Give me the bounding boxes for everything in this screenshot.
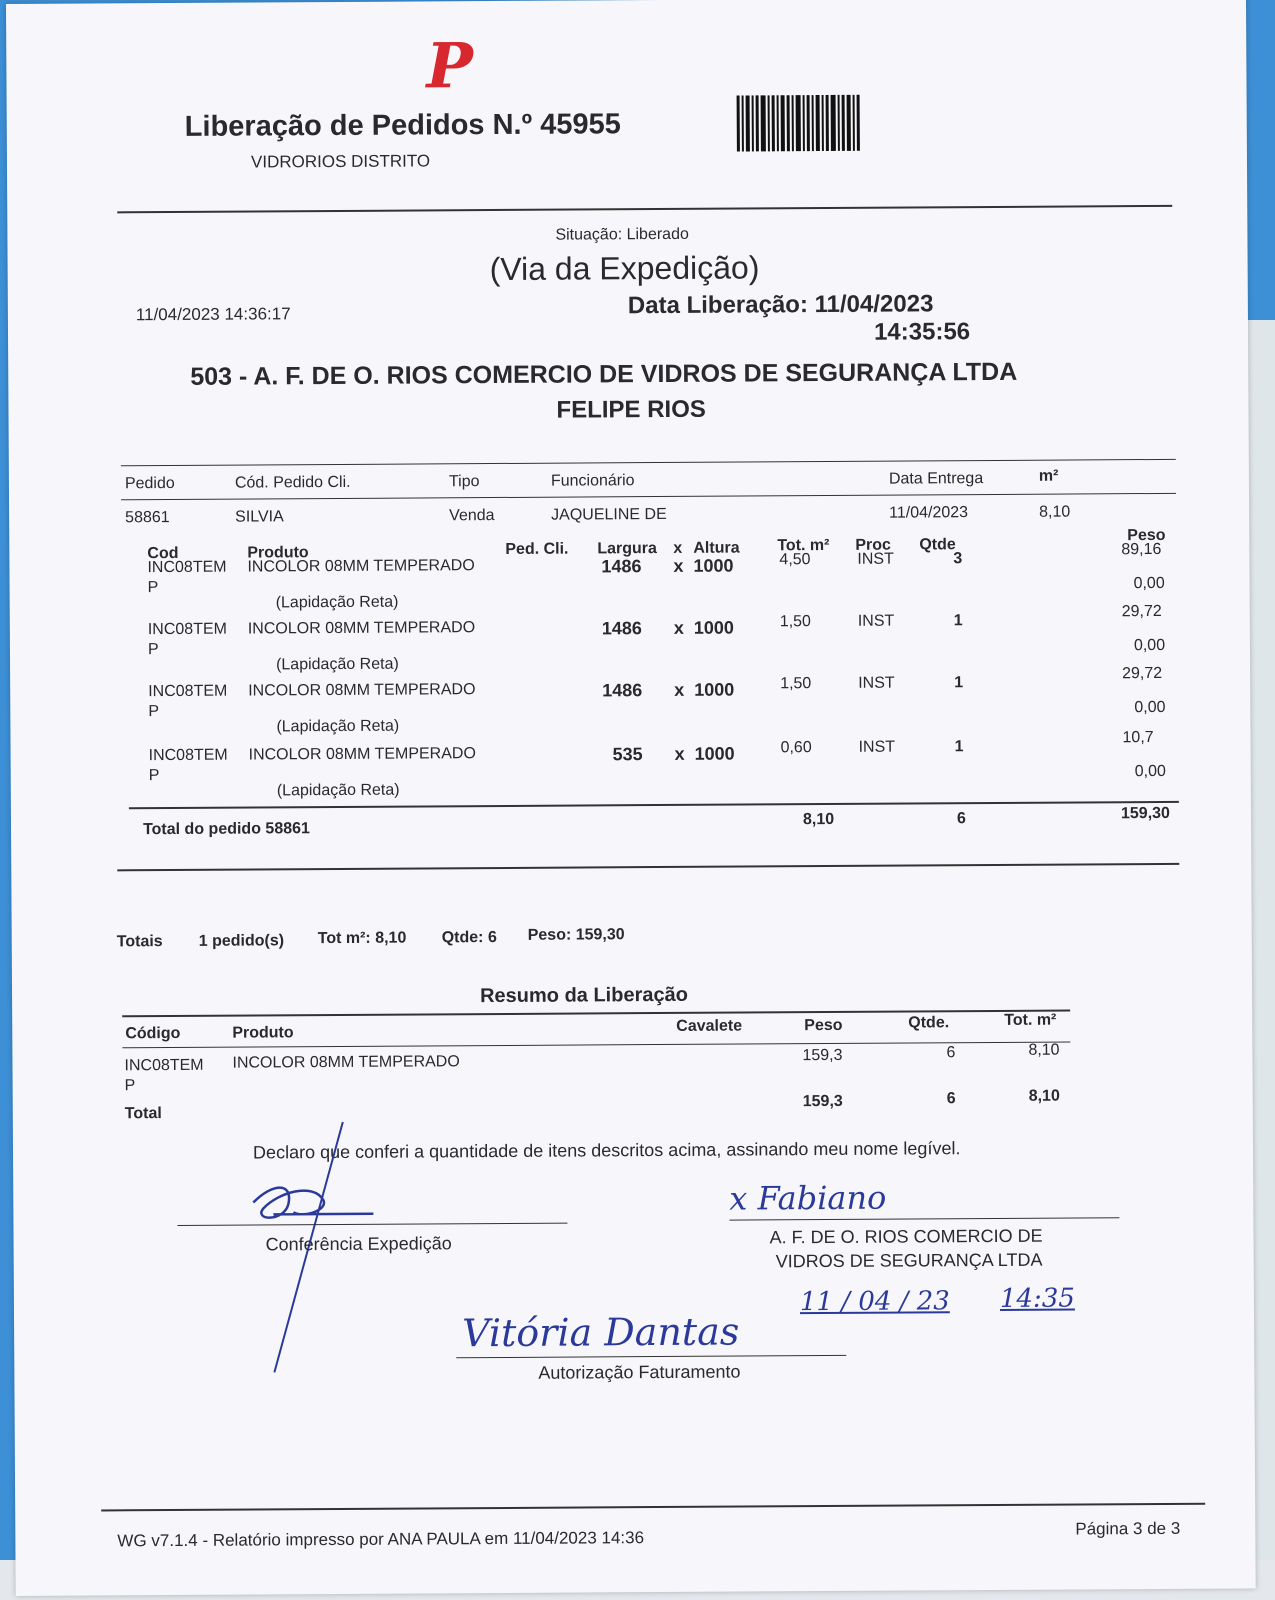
client-contact: FELIPE RIOS [556, 395, 706, 424]
resumo-col-tot-m2: Tot. m² [1004, 1011, 1057, 1029]
company-line2: VIDROS DE SEGURANÇA LTDA [775, 1249, 1043, 1272]
item-qtde: 1 [953, 612, 963, 630]
company-line1: A. F. DE O. RIOS COMERCIO DE [769, 1225, 1043, 1248]
value-cod-pedido-cli: SILVIA [235, 508, 284, 526]
divider-top [117, 205, 1172, 213]
handwritten-date: 11 / 04 / 23 [799, 1286, 950, 1318]
handwritten-p-mark: P [426, 29, 474, 103]
totais-label: Totais [116, 933, 163, 951]
order-total-peso: 159,30 [1120, 804, 1170, 823]
item-altura: 1000 [694, 743, 735, 764]
col-peso: Peso [1127, 526, 1166, 545]
item-proc: INST [857, 550, 894, 568]
item-peso: 10,7 [1122, 729, 1154, 747]
totais-tot-m2: Tot m²: 8,10 [317, 929, 407, 948]
document-title: Liberação de Pedidos N.º 45955 [184, 108, 621, 143]
item-cod2: P [148, 767, 160, 785]
item-largura: 535 [612, 744, 643, 765]
order-total-label: Total do pedido 58861 [142, 820, 310, 839]
item-cod1: INC08TEM [148, 682, 228, 701]
data-liberacao: Data Liberação: 11/04/2023 [627, 290, 934, 320]
resumo-total-label: Total [124, 1105, 162, 1123]
label-data-entrega: Data Entrega [888, 470, 984, 488]
barcode-bar [761, 95, 766, 151]
barcode-bar [807, 95, 810, 151]
barcode-bar [777, 95, 779, 151]
item-cod2: P [148, 703, 160, 721]
resumo-row-tot-m2: 8,10 [1028, 1041, 1060, 1059]
item-peso-detalhe: 0,00 [1133, 574, 1165, 593]
resumo-col-codigo: Código [125, 1024, 181, 1043]
barcode-bar [847, 95, 851, 151]
item-proc: INST [858, 738, 896, 756]
label-tipo: Tipo [448, 473, 480, 491]
label-m2: m² [1038, 467, 1059, 485]
line-company [729, 1217, 1119, 1220]
item-x: x [674, 679, 685, 700]
barcode-bar [781, 95, 785, 151]
item-produto: INCOLOR 08MM TEMPERADO [248, 745, 476, 764]
item-cod1: INC08TEM [147, 620, 227, 639]
divider-footer [101, 1503, 1205, 1512]
resumo-total-peso: 159,3 [802, 1092, 843, 1111]
resumo-col-peso: Peso [804, 1016, 843, 1035]
signature-company-name: x Fabiano [729, 1178, 887, 1218]
signature-autorizacao: Vitória Dantas [461, 1309, 740, 1356]
divider-after-total [117, 863, 1179, 871]
order-total-qtde: 6 [956, 810, 966, 828]
item-produto: INCOLOR 08MM TEMPERADO [247, 557, 475, 576]
item-cod1: INC08TEM [148, 746, 228, 765]
barcode-bar [831, 95, 836, 151]
label-autorizacao: Autorização Faturamento [538, 1361, 741, 1383]
item-proc: INST [858, 674, 895, 692]
item-x: x [673, 617, 684, 638]
item-tot-m2: 1,50 [780, 675, 812, 693]
col-x: x [673, 539, 683, 557]
resumo-row-qtde: 6 [946, 1044, 956, 1062]
item-x: x [673, 555, 684, 576]
col-produto: Produto [247, 544, 309, 562]
value-m2: 8,10 [1039, 503, 1071, 521]
col-altura: Altura [693, 539, 740, 557]
resumo-col-cavalete: Cavalete [676, 1017, 743, 1035]
barcode-bar [853, 95, 855, 151]
barcode-bar [826, 95, 829, 151]
col-proc: Proc [855, 536, 891, 554]
item-altura: 1000 [694, 679, 735, 700]
handwritten-time: 14:35 [999, 1283, 1075, 1314]
declaration-text: Declaro que conferi a quantidade de itens descritos acima, assinando meu nome legível. [252, 1138, 961, 1163]
item-cod2: P [147, 579, 159, 597]
document-subtitle: VIDRORIOS DISTRITO [250, 151, 431, 172]
col-tot-m2: Tot. m² [777, 536, 830, 555]
resumo-col-produto: Produto [232, 1024, 294, 1042]
item-detalhe: (Lapidação Reta) [276, 717, 400, 736]
barcode-bar [812, 95, 814, 151]
resumo-row-cod1: INC08TEM [124, 1056, 204, 1075]
divider-order-total [129, 801, 1179, 809]
label-conferencia: Conferência Expedição [265, 1233, 452, 1255]
line-autorizacao [456, 1355, 846, 1358]
divider-order-top [121, 459, 1176, 466]
item-altura: 1000 [693, 555, 734, 576]
totais-pedidos: 1 pedido(s) [198, 932, 285, 950]
label-cod-pedido-cli: Cód. Pedido Cli. [234, 473, 351, 492]
item-largura: 1486 [602, 680, 643, 701]
totais-qtde: Qtde: 6 [441, 929, 497, 947]
item-peso: 89,16 [1121, 540, 1162, 559]
item-peso-detalhe: 0,00 [1134, 698, 1166, 717]
item-detalhe: (Lapidação Reta) [275, 655, 399, 674]
item-cod2: P [147, 641, 159, 659]
item-cod1: INC08TEM [147, 558, 227, 577]
col-ped-cli: Ped. Cli. [505, 540, 569, 558]
item-produto: INCOLOR 08MM TEMPERADO [247, 619, 476, 638]
item-largura: 1486 [601, 618, 642, 639]
item-peso: 29,72 [1121, 602, 1162, 621]
barcode-bar [746, 95, 750, 151]
item-peso-detalhe: 0,00 [1133, 636, 1166, 655]
item-detalhe: (Lapidação Reta) [275, 593, 399, 612]
divider-order-header [121, 493, 1176, 500]
barcode-bar [803, 95, 805, 151]
value-data-entrega: 11/04/2023 [889, 504, 969, 522]
barcode-bar [737, 96, 740, 152]
resumo-row-peso: 159,3 [802, 1046, 843, 1065]
resumo-row-produto: INCOLOR 08MM TEMPERADO [232, 1053, 460, 1072]
footer-left: WG v7.1.4 - Relatório impresso por ANA PAULA em 11/04/2023 14:36 [117, 1528, 645, 1551]
label-funcionario: Funcionário [550, 472, 635, 490]
item-produto: INCOLOR 08MM TEMPERADO [248, 681, 476, 700]
barcode-bar [857, 95, 860, 151]
value-funcionario: JAQUELINE DE [551, 505, 667, 524]
document-page [6, 0, 1256, 1596]
order-total-m2: 8,10 [802, 810, 835, 829]
item-proc: INST [857, 612, 895, 630]
item-largura: 1486 [601, 556, 642, 577]
barcode-bar [822, 95, 824, 151]
col-qtde: Qtde [919, 536, 956, 554]
resumo-row-cod2: P [124, 1077, 136, 1095]
barcode-bar [787, 95, 790, 151]
label-pedido: Pedido [124, 474, 175, 493]
barcode-bar [842, 95, 845, 151]
data-liberacao-time: 14:35:56 [873, 318, 971, 346]
value-pedido: 58861 [125, 509, 170, 527]
resumo-col-qtde: Qtde. [908, 1014, 950, 1032]
item-x: x [674, 743, 685, 764]
item-qtde: 1 [954, 674, 964, 692]
client-line: 503 - A. F. DE O. RIOS COMERCIO DE VIDROS DE SEGURANÇA LTDA [190, 357, 1018, 391]
resumo-total-tot-m2: 8,10 [1028, 1087, 1060, 1105]
col-cod: Cod [147, 544, 179, 563]
barcode-bar [792, 95, 794, 151]
item-qtde: 1 [954, 738, 964, 756]
totais-peso: Peso: 159,30 [527, 926, 625, 944]
via-text: (Via da Expedição) [489, 249, 760, 288]
barcode-bar [756, 95, 759, 151]
barcode-bar [772, 95, 775, 151]
barcode-bar [742, 95, 744, 151]
barcode-bar [768, 95, 770, 151]
situacao-text: Situação: Liberado [555, 225, 689, 244]
barcode-bar [816, 95, 820, 151]
item-tot-m2: 4,50 [779, 551, 811, 569]
divider-resumo-header [122, 1042, 1070, 1049]
resumo-total-qtde: 6 [946, 1090, 956, 1108]
value-tipo: Venda [449, 507, 495, 525]
item-peso-detalhe: 0,00 [1134, 762, 1166, 781]
resumo-title: Resumo da Liberação [480, 983, 688, 1008]
item-peso: 29,72 [1122, 664, 1163, 683]
item-qtde: 3 [953, 550, 963, 568]
item-tot-m2: 1,50 [779, 613, 811, 631]
item-tot-m2: 0,60 [780, 739, 812, 757]
barcode-bar [752, 95, 754, 151]
barcode-bar [796, 95, 801, 151]
footer-right: Página 3 de 3 [1075, 1518, 1181, 1539]
col-largura: Largura [597, 540, 657, 558]
printed-timestamp: 11/04/2023 14:36:17 [135, 304, 291, 325]
barcode-bar [838, 95, 840, 151]
barcode [737, 94, 921, 151]
item-altura: 1000 [693, 617, 734, 638]
item-detalhe: (Lapidação Reta) [276, 781, 400, 800]
